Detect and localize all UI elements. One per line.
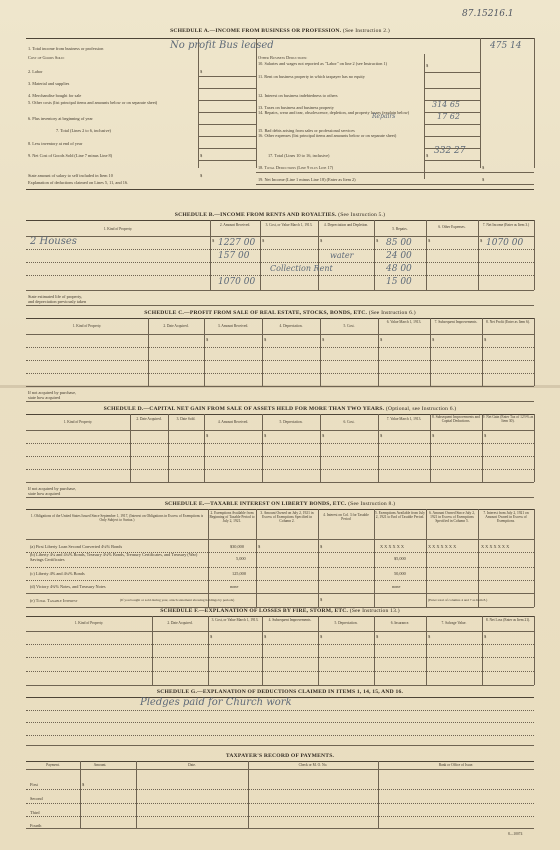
hand-repairs-4: 15 00 [386,277,412,287]
salary-line: State amount of salary to self included in Item 10 [28,173,113,178]
hand-repairs-2: 24 00 [386,251,412,261]
d-col-date-sold: 3. Date Sold. [176,417,196,421]
c-col-date-acquired: 2. Date Acquired. [163,324,189,328]
hand-received-2: 157 00 [218,251,250,261]
e-row-a-c6: X X X X X X X [428,544,457,549]
explanation-line: Explanation of deductions claimed on Lines 5, 11, and 16. [28,180,129,185]
schedule-d-footer-1: If not acquired by purchase, [28,486,77,491]
hand-taxes: 314 65 [432,100,460,109]
col-depreciation: 4. Depreciation and Depletion. [323,223,369,227]
hand-water: water [330,251,354,260]
e-col-exemptions-before: 2. Exemptions Available from Beginning of Taxable Period to July 2, 1921. [209,511,255,524]
schedule-b-footer-2: and depreciation previously taken [28,299,87,304]
e-row-b-label: (b) Liberty 4¼ and 4¼% Bonds, Treasury 4¼% Bonds, Treasury Certificates, and Treasury (War) Savings Certificates [30,552,198,562]
schedule-a-title: SCHEDULE A.—INCOME FROM BUSINESS OR PROFESSION. (See Instruction 2.) [170,28,390,34]
line-18: 18. Total Deductions (Line 9 plus Line 17) [258,165,334,170]
e-row-d-c2: none [230,584,239,589]
f-col-insurance: 6. Insurance. [390,621,410,625]
pay-row-third: Third [30,810,40,815]
line-1: 1. Total income from business or profession [28,46,104,51]
e-col-exemptions-after: 5. Exemptions Available from July 2, 1921 to End of Taxable Period. [375,511,425,520]
e-total-label: (e) Total Taxable Interest [30,598,78,603]
payments-title: TAXPAYER'S RECORD OF PAYMENTS. [225,753,335,759]
c-col-improvements: 7. Subsequent Improvements. [434,320,478,324]
line-8: 8. Less inventory at end of year [28,141,83,146]
hand-repairs-1: 85 00 [386,238,412,248]
pay-row-first: First [30,782,38,787]
d-col-amount: 4. Amount Received. [217,420,249,424]
pay-row-fourth: Fourth [30,823,42,828]
hand-total-17: 332 27 [434,146,466,156]
f-col-depreciation: 5. Depreciation. [334,621,358,625]
line-10: 10. Salaries and wages not reported as "Labor" on line 2 (see Instruction 1) [258,61,388,66]
pay-col-payment: Payment. [46,763,60,767]
c-col-depreciation: 4. Depreciation. [279,324,303,328]
c-col-kind: 1. Kind of Property. [72,324,102,328]
hand-received-3: 1070 00 [218,277,256,287]
hand-repairs: 17 62 [437,112,460,121]
f-col-salvage: 7. Salvage Value. [441,621,467,625]
e-total-note-2: (Enter total of columns 4 and 7 as Item 8.) [428,598,488,602]
form-code: 8—10074 [508,832,523,836]
line-19: 19. Net Income (Line 1 minus Line 18) (Enter as Item 2) [258,177,356,182]
schedule-c-footer-2: state how acquired [28,395,61,400]
cost-of-goods-label: Cost of Goods Sold: [28,55,65,60]
line-4: 4. Merchandise bought for sale [28,93,82,98]
line-11: 11. Rent on business property in which taxpayer has no equity [258,74,365,79]
line-5: 5. Other costs (list principal items and amounts below or on separate sheet) [28,100,158,105]
col-repairs: 5. Repairs. [392,227,408,231]
f-col-improvements: 4. Subsequent Improvements. [268,618,312,622]
d-col-improvements: 8. Subsequent Improvements and Capital Deductions. [432,415,480,424]
e-row-b-c5: $5,000 [394,556,406,561]
hand-collection: Collection Rent [270,264,333,273]
e-row-d-c5: none [392,584,401,589]
d-col-depreciation: 5. Depreciation. [279,420,303,424]
schedule-g-title: SCHEDULE G.—EXPLANATION OF DEDUCTIONS CLAIMED IN ITEMS 1, 14, 15, AND 16. [156,689,404,695]
col-kind-property: 1. Kind of Property. [103,227,133,231]
line-16: 16. Other expenses (list principal items and amounts below or on separate sheet) [258,133,397,138]
d-col-kind: 1. Kind of Property. [63,420,93,424]
col-amount-received: 2. Amount Received. [219,223,251,227]
line-2: 2. Labor [28,69,43,74]
e-row-c-label: (c) Liberty 4% and 4¼% Bonds [30,571,85,576]
e-col-owned-since: 6. Amount Owned Since July 2, 1921 in Excess of Exemptions Specified in Column 5. [429,511,475,524]
e-row-b-c2: 5,000 [236,556,246,561]
c-col-amount-received: 3. Amount Received. [217,324,249,328]
e-row-d-label: (d) Victory 4¾% Notes, and Treasury Notes [30,584,106,589]
d-col-date-acquired: 2. Date Acquired. [136,417,162,421]
tax-form-page: 87.15216.1 SCHEDULE A.—INCOME FROM BUSINESS OR PROFESSION. (See Instruction 2.) 1. Total income from business or profession Cost of Goods Sold: 2. Labor 3. Material and supplies 4. Merchandise bought for sale 5. Other costs (list principal items and amounts below or on separate sheet) 6. Plus inventory at beginning of year 7. Total (Lines 2 to 6, inclusive) 8. Less inventory at end of year 9. Net Cost of Goods Sold (Line 7 minus Line 8) State amount of salary to self included in Item 10 Explanation of deductions claimed on Lines 5, 11, and 16. $ $ $ Other Business Deductions: 10. Salaries and wages not reported as "Labor" on line 2 (see Instruction 1) 11. Rent on business property in which taxpayer has no equity 12. Interest on business indebtedness to others 13. Taxes on business and business property 14. Repairs, wear and tear, obsolescence, depletion, and property losses (explain below) 15. Bad debts arising from sales or professional services 16. Other expenses (list principal items and amounts below or on separate sheet) 17. Total (Lines 10 to 16, inclusive) 18. Total Deductions (Line 9 plus Line 17) 19. Net Income (Line 1 minus Line 18) (Enter as Item 2) $ $ $ $ No profit Bus leased 475 14 314 65 Repairs 17 62 332 27 SCHEDULE B.—INCOME FROM RENTS AND ROYALTIES. (See Instruction 5.) 1. Kind of Property. 2. Amount Received. 3. Cost, or Value March 1, 1913. 4. Depreciation and Depletion. 5. Repairs. 6. Other Expenses. 7. Net Income (Enter as Item 3.) $ $ $ $ $ $ 2 Houses 1227 00 157 00 1070 00 85 00 water 24 00 Collection Rent 48 00 15 00 1070 00 State estimated life of property, and depreciation previously taken SCHEDULE C.—PROFIT FROM SALE OF REAL ESTATE, STOCKS, BONDS, ETC. (See Instruction 6.) 1. Kind of Property. 2. Date Acquired. 3. Amount Received. 4. Depreciation. 5. Cost. 6. Value March 1, 1913. 7. Subsequent Improvements. 8. Net Profit (Enter as Item 6). $ $ $ $ $ $ If not acquired by purchase, state how acquired SCHEDULE D.—CAPITAL NET GAIN FROM SALE OF ASSETS HELD FOR MORE THAN TWO YEARS. (Optional, see Instruction 6.) 1. Kind of Property. 2. Date Acquired. 3. Date Sold. 4. Amount Received. 5. Depreciation. 6. Cost. 7. Value March 1, 1913. 8. Subsequent Improvements and Capital Deductions. 9. Net Gain (Enter Tax of 12½% as Item 30). $ $ $ $ $ $ If not acquired by purchase, state how acquired SCHEDULE E.—TAXABLE INTEREST ON LIBERTY BONDS, ETC. (See Instruction 8.) 1. Obligations of the United States Issued Since September 1, 1917, (Interest on Obligations in Excess of Exemptions is Only Subject to Surtax.) 2. Exemptions Available from Beginning of Taxable Period to July 2, 1921. 3. Amount Owned on July 2, 1921 in Excess of Exemptions Specified in Column 2. 4. Interest on Col. 3 for Taxable Period 5. Exemptions Available from July 2, 1921 to End of Taxable Period. 6. Amount Owned Since July 2, 1921 in Excess of Exemptions Specified in Column 5. 7. Interest from July 2, 1921 on Amount Owned in Excess of Exemptions. (a) First Liberty Loan Second Converted 4¼% Bonds $30,000 $ $ X X X X X X X X X X X X X X X X X X X X (b) Liberty 4¼ and 4¼% Bonds, Treasury 4¼% Bonds, Treasury Certificates, and Treasury (War) Savings Certificates 5,000 $5,000 (c) Liberty 4% and 4¼% Bonds 125,000 50,000 (d) Victory 4¾% Notes, and Treasury Notes none none (e) Total Taxable Interest (If you bought or sold during year, attach statement showing holdings by periods) (Enter total of columns 4 and 7 as Item 8.) $ SCHEDULE F.—EXPLANATION OF LOSSES BY FIRE, STORM, ETC. (See Instruction 13.) 1. Kind of Property. 2. Date Acquired. 3. Cost, or Value March 1, 1913. 4. Subsequent Improvements. 5. Depreciation. 6. Insurance. 7. Salvage Value. 8. Net Loss (Enter as Item 21). $ $ $ $ $ $ SCHEDULE G.—EXPLANATION OF DEDUCTIONS CLAIMED IN ITEMS 1, 14, 15, AND 16. Pledges paid for Church work TAXPAYER'S RECORD OF PAYMENTS. Payment. Amount. Date. Check or M. O. No. Bank or Office of Issue. First Second Third Fourth $ 8—10074 [0,0,560,850]
hand-repairs-note: Repairs [372,113,396,120]
f-col-cost: 3. Cost, or Value March 1, 1913. [211,618,259,622]
schedule-b-title: SCHEDULE B.—INCOME FROM RENTS AND ROYALTIES. (See Instruction 5.) [174,212,386,218]
e-row-c-c2: 125,000 [232,571,246,576]
hand-received-1: 1227 00 [218,238,256,248]
corner-number: 87.15216.1 [462,9,514,19]
d-col-cost: 6. Cost. [343,420,355,424]
line-14: 14. Repairs, wear and tear, obsolescence, depletion, and property losses (explain below) [258,110,410,115]
hand-total-income: 475 14 [490,41,522,51]
f-col-kind: 1. Kind of Property. [74,621,104,625]
schedule-d-footer-2: state how acquired [28,491,61,496]
col-other-expenses: 6. Other Expenses. [438,225,466,229]
e-row-a-label: (a) First Liberty Loan Second Converted 4¼% Bonds [30,544,123,549]
e-row-a-c7: X X X X X X X [481,544,510,549]
line-7: 7. Total (Lines 2 to 6, inclusive) [56,128,111,133]
line-15: 15. Bad debts arising from sales or professional services [258,128,355,133]
schedule-b-footer-1: State estimated life of property, [28,294,83,299]
line-6: 6. Plus inventory at beginning of year [28,116,93,121]
hand-repairs-3: 48 00 [386,264,412,274]
e-total-note: (If you bought or sold during year, attach statement showing holdings by periods) [120,598,235,602]
d-col-net-gain: 9. Net Gain (Enter Tax of 12½% as Item 30). [482,415,534,424]
e-row-a-c5: X X X X X X [380,544,404,549]
e-col-interest: 4. Interest on Col. 3 for Taxable Period [323,513,369,522]
pay-col-bank: Bank or Office of Issue. [438,763,474,767]
line-9: 9. Net Cost of Goods Sold (Line 7 minus Line 8) [28,153,113,158]
f-col-net-loss: 8. Net Loss (Enter as Item 21). [485,618,531,622]
schedule-c-footer-1: If not acquired by purchase, [28,390,77,395]
c-col-net-profit: 8. Net Profit (Enter as Item 6). [486,320,530,324]
col-cost-value: 3. Cost, or Value March 1, 1913. [265,223,313,227]
e-row-c-c5: 50,000 [394,571,406,576]
schedule-d-title: SCHEDULE D.—CAPITAL NET GAIN FROM SALE OF ASSETS HELD FOR MORE THAN TWO YEARS. (Optional, see Instruction 6.) [103,406,457,412]
pay-row-second: Second [30,796,43,801]
c-col-value-1913: 6. Value March 1, 1913. [386,320,422,324]
line-3: 3. Material and supplies [28,81,70,86]
hand-2-houses: 2 Houses [30,236,77,247]
pay-col-date: Date. [188,763,196,767]
schedule-f-title: SCHEDULE F.—EXPLANATION OF LOSSES BY FIRE, STORM, ETC. (See Instruction 13.) [160,608,400,614]
e-col-amount-owned: 3. Amount Owned on July 2, 1921 in Excess of Exemptions Specified in Column 2. [260,511,314,524]
hand-net-income: 1070 00 [486,238,524,248]
hand-no-profit: No profit Bus leased [170,40,274,51]
d-col-value: 7. Value March 1, 1913. [386,417,422,421]
f-col-date: 2. Date Acquired. [167,621,193,625]
c-col-cost: 5. Cost. [343,324,355,328]
hand-pledges: Pledges paid for Church work [140,697,292,708]
col-net-income: 7. Net Income (Enter as Item 3.) [482,223,530,227]
line-13: 13. Taxes on business and business property [258,105,334,110]
line-17: 17. Total (Lines 10 to 16, inclusive) [268,153,330,158]
other-deductions-label: Other Business Deductions: [258,55,308,60]
pay-col-check: Check or M. O. No. [298,763,328,767]
e-row-a-c2: $30,000 [230,544,244,549]
schedule-c-title: SCHEDULE C.—PROFIT FROM SALE OF REAL ESTATE, STOCKS, BONDS, ETC. (See Instruction 6.) [144,310,416,316]
line-12: 12. Interest on business indebtedness to others [258,93,338,98]
e-col-interest-july: 7. Interest from July 2, 1921 on Amount Owned in Excess of Exemptions. [483,511,529,524]
e-col-obligations: 1. Obligations of the United States Issued Since September 1, 1917, (Interest on Obligations in Excess of Exemptions is Only Subject to Surtax.) [30,514,204,523]
schedule-e-title: SCHEDULE E.—TAXABLE INTEREST ON LIBERTY BONDS, ETC. (See Instruction 8.) [164,501,396,507]
pay-col-amount: Amount. [93,763,107,767]
